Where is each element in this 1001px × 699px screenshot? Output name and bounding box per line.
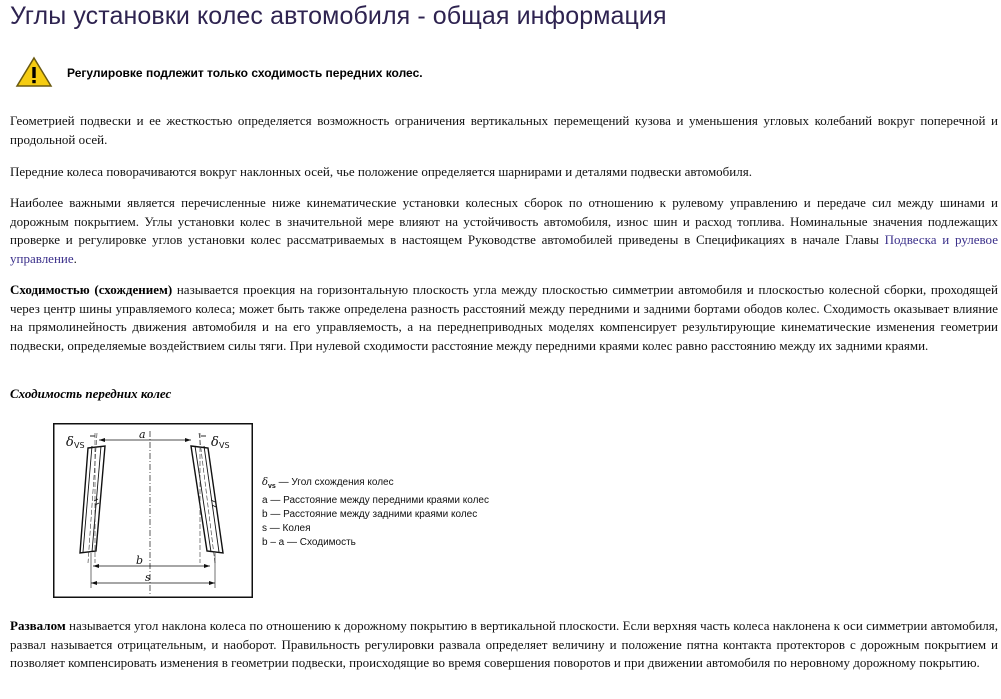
figure-caption: Сходимость передних колес [10,386,172,401]
paragraph-kinematics-end: . [73,250,77,266]
label-delta-right: δ [211,435,219,450]
term-camber: Развалом [10,618,66,633]
paragraph-camber-text: называется угол наклона колеса по отношению к дорожному покрытию в вертикальной плоскости. Если верхняя часть колеса наклонена к оси симметрии автомобиля, развал называется отрицательным, и наоборот. Правильность регулировки развала определяет величину и положение пятна контакта протекторов с дорожным покрытием и позволяет компенсировать изменения в геометрии подвески, происходящие во время совершения поворотов и при движении автомобиля по неровному дорожному покрытию. [10,618,998,670]
label-delta-left: δ [66,435,74,450]
legend-item-b: b — Расстояние между задними краями колес [262,509,478,520]
paragraph-kinematics [10,194,998,268]
legend-item-s: s — Колея [262,523,311,534]
toe-diagram [53,423,253,598]
legend-toe-angle-text: — Угол схождения колес [275,477,394,488]
legend-item-a: a — Расстояние между передними краями колес [262,495,489,506]
figure-legend [262,476,489,550]
paragraph-steering-axes: Передние колеса поворачиваются вокруг наклонных осей, чье положение определяется шарнирами и деталями подвески автомобиля. [10,164,752,179]
legend-item-toe-angle [262,476,489,494]
link-suspension-steering[interactable]: Подвеска и рулевое управление [10,232,998,266]
term-toe: Сходимостью (схождением) [10,282,173,297]
warning-text: Регулировке подлежит только сходимость передних колес. [67,66,423,80]
label-vs-right: VS [219,441,230,450]
label-b: b [136,554,144,567]
paragraph-kinematics-text: Наиболее важными является перечисленные ниже кинематические установки колесных сборок по отношению к рулевому управлению и передаче сил между шинами и дорожным покрытием. Углы установки колес в значительной мере влияют на устойчивость автомобиля, износ шин и расход топлива. Номинальные значения подлежащих проверке и регулировке углов установки колес рассматриваемых в настоящем Руководстве автомобилей приведены в Спецификациях в начале Главы [10,195,998,247]
page-title: Углы установки колес автомобиля - общая информация [10,2,667,30]
label-a: a [139,428,146,441]
warning-triangle-icon [14,55,54,90]
label-vs-left: VS [74,441,85,450]
paragraph-toe [10,281,998,355]
legend-vs-subscript: vs [268,483,276,490]
paragraph-camber [10,617,998,673]
label-s: s [145,571,151,584]
legend-item-toe: b – a — Сходимость [262,537,356,548]
paragraph-geometry: Геометрией подвески и ее жесткостью определяется возможность ограничения вертикальных перемещений кузова и уменьшения угловых колебаний вокруг поперечной и продольной осей. [10,113,998,147]
paragraph-toe-text: называется проекция на горизонтальную плоскость угла между плоскостью симметрии автомобиля и плоскостью колесной сборки, проходящей через центр шины управляемого колеса; может быть также определена разность расстояний между передними и задними бортами ободов колес. Сходимость оказывает влияние на прямолинейность движения автомобиля и на его управляемость, а на переднеприводных моделях компенсирует результирующие кинематические изменения геометрии подвески, определяемые воздействием силы тяги. При нулевой сходимости расстояние между передними краями колес равно расстоянию между их задними краями. [10,282,998,353]
legend-delta-symbol: δ [262,477,269,488]
